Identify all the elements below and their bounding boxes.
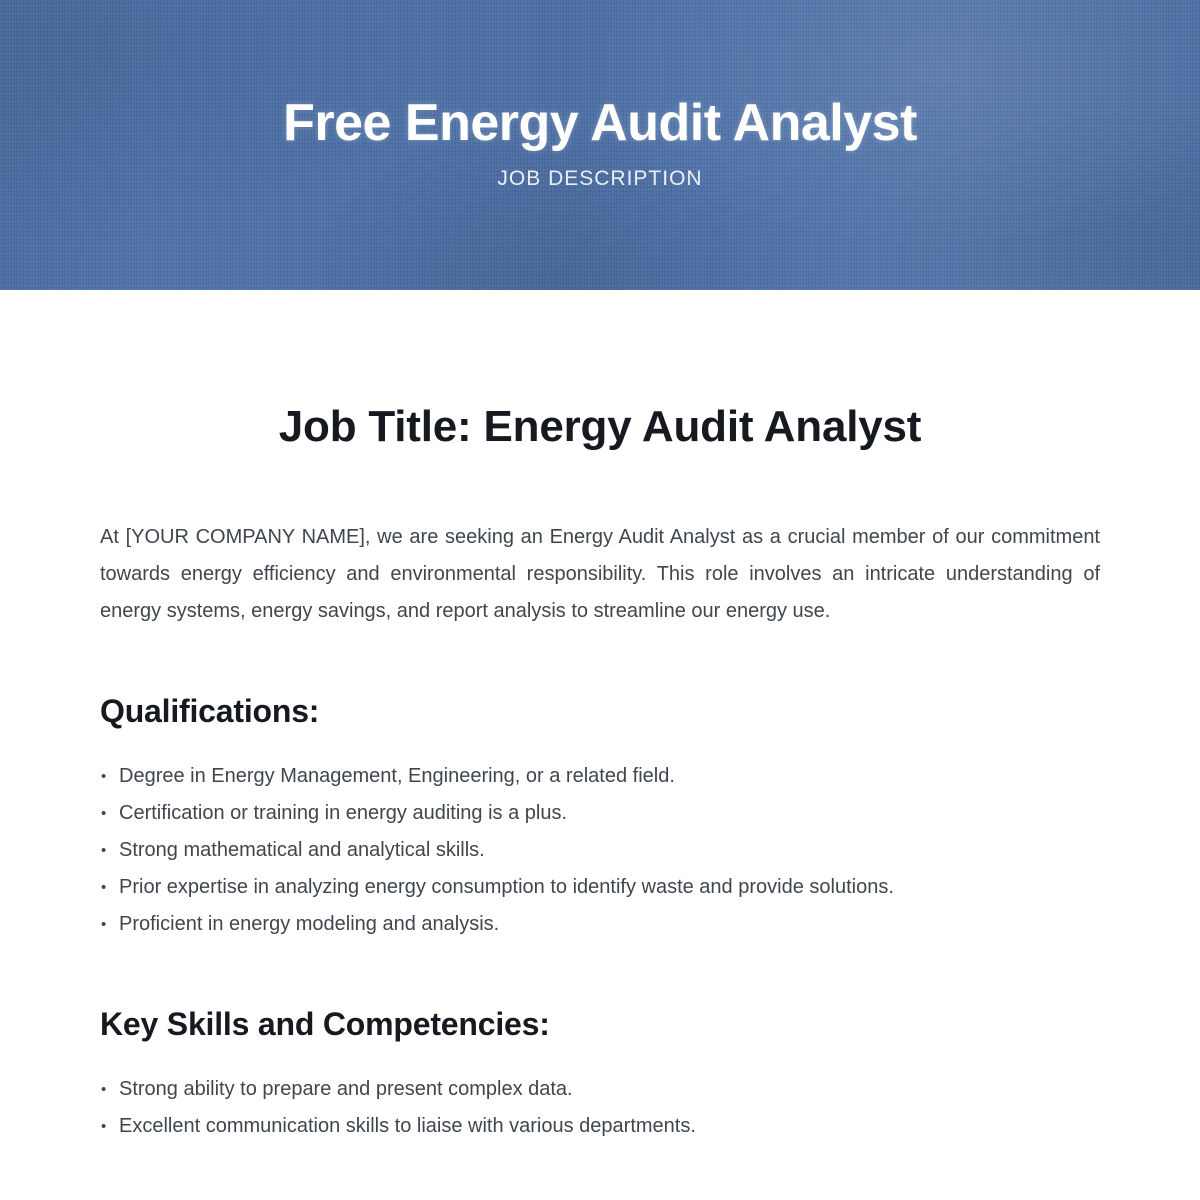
qualifications-list <box>100 758 1100 943</box>
intro-paragraph: At [YOUR COMPANY NAME], we are seeking an Energy Audit Analyst as a crucial member of our commitment towards energy efficiency and environmental responsibility. This role involves an intricate understanding of energy systems, energy savings, and report analysis to streamline our energy use. <box>100 525 1100 622</box>
bullet-dot-icon: • <box>101 915 107 933</box>
list-item <box>100 906 1100 943</box>
list-item <box>100 1071 1100 1108</box>
section-qualifications <box>100 692 1100 943</box>
banner <box>0 0 1200 290</box>
list-item <box>100 869 1100 906</box>
section-heading-qualifications: Qualifications: <box>100 692 320 729</box>
section-heading-key-skills: Key Skills and Competencies: <box>100 1005 550 1042</box>
list-item-text: Prior expertise in analyzing energy consumption to identify waste and provide solutions. <box>119 875 894 898</box>
banner-subtitle: JOB DESCRIPTION <box>497 166 703 190</box>
list-item-text: Degree in Energy Management, Engineering, or a related field. <box>119 764 675 787</box>
bullet-dot-icon: • <box>101 1081 107 1099</box>
banner-title: Free Energy Audit Analyst <box>283 94 917 152</box>
job-title-heading: Job Title: Energy Audit Analyst <box>278 402 922 451</box>
list-item <box>100 832 1100 869</box>
bullet-dot-icon: • <box>101 878 107 896</box>
key-skills-list <box>100 1071 1100 1145</box>
list-item-text: Excellent communication skills to liaise with various departments. <box>119 1115 696 1138</box>
list-item-text: Certification or training in energy auditing is a plus. <box>119 801 568 824</box>
bullet-dot-icon: • <box>101 804 107 822</box>
list-item-text: Strong ability to prepare and present complex data. <box>119 1078 573 1101</box>
bullet-dot-icon: • <box>101 767 107 785</box>
document-body <box>100 402 1100 1145</box>
list-item <box>100 795 1100 832</box>
list-item-text: Proficient in energy modeling and analysis. <box>119 912 500 935</box>
bullet-dot-icon: • <box>101 1118 107 1136</box>
bullet-dot-icon: • <box>101 841 107 859</box>
list-item <box>100 758 1100 795</box>
banner-text-group <box>0 96 1200 191</box>
list-item <box>100 1108 1100 1145</box>
section-key-skills <box>100 1005 1100 1145</box>
list-item-text: Strong mathematical and analytical skills. <box>119 838 485 861</box>
